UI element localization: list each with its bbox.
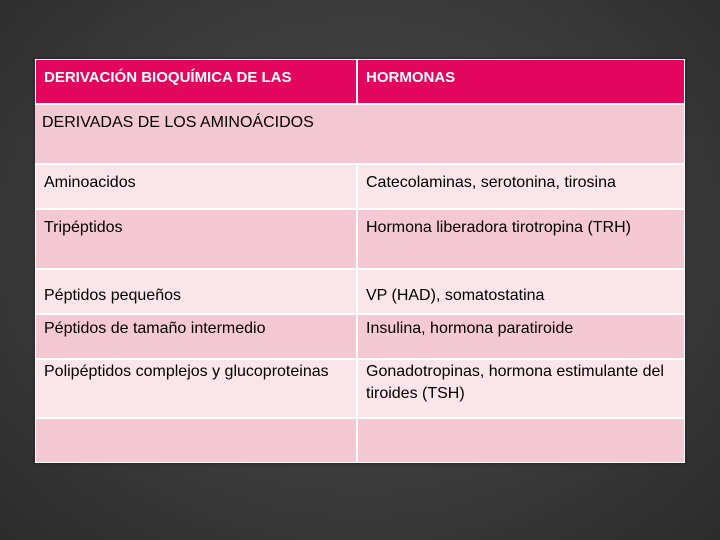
table-cell-type: Aminoacidos — [36, 165, 356, 208]
table-row — [35, 270, 685, 313]
table-cell-type: Péptidos de tamaño intermedio — [36, 315, 356, 358]
table-row — [35, 360, 685, 417]
table-row — [35, 315, 685, 358]
table-cell-examples — [358, 105, 684, 163]
table-cell-examples: Hormona liberadora tirotropina (TRH) — [358, 210, 684, 268]
table-row — [35, 105, 685, 163]
hormone-table — [35, 59, 685, 463]
table-row — [35, 210, 685, 268]
table-cell-type — [36, 419, 356, 462]
header-cell-hormones: HORMONAS — [358, 60, 684, 103]
table-row — [35, 419, 685, 462]
table-cell-examples — [358, 419, 684, 462]
header-cell-derivation: DERIVACIÓN BIOQUÍMICA DE LAS — [36, 60, 356, 103]
table-cell-type: Polipéptidos complejos y glucoproteinas — [36, 360, 356, 417]
table-cell-examples: Insulina, hormona paratiroide — [358, 315, 684, 358]
table-cell-examples: VP (HAD), somatostatina — [358, 270, 684, 313]
table-cell-type: DERIVADAS DE LOS AMINOÁCIDOS — [35, 105, 359, 163]
table-cell-type: Péptidos pequeños — [36, 270, 356, 313]
table-cell-type: Tripéptidos — [36, 210, 356, 268]
table-row — [35, 165, 685, 208]
table-cell-examples: Gonadotropinas, hormona estimulante del tiroides (TSH) — [358, 360, 684, 417]
table-cell-examples: Catecolaminas, serotonina, tirosina — [358, 165, 684, 208]
table-header-row — [35, 60, 685, 103]
